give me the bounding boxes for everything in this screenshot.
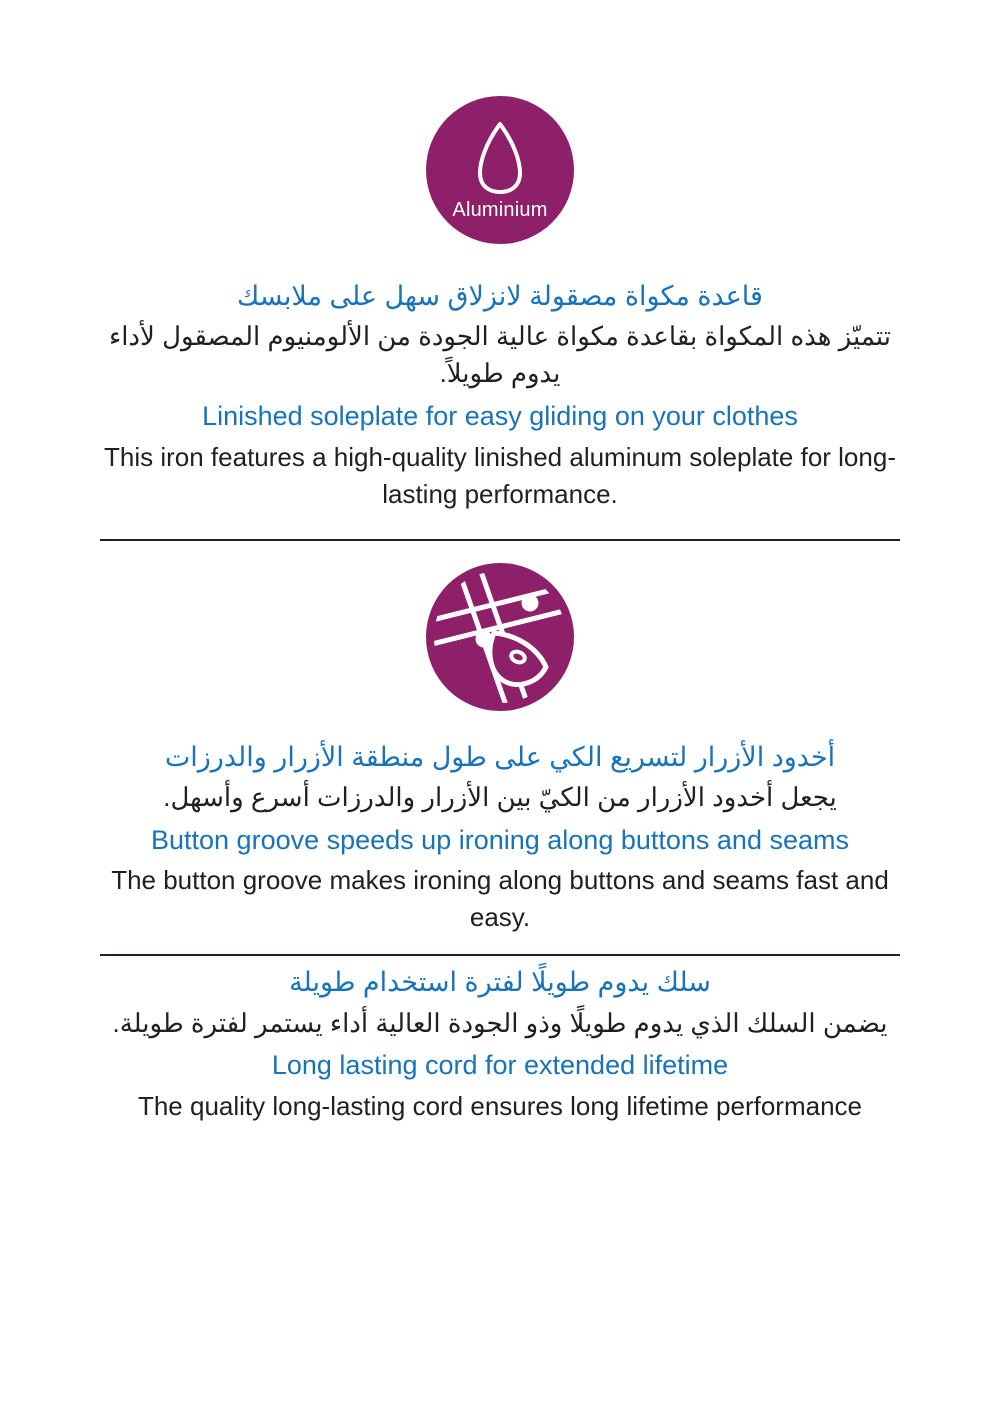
soleplate-icon-wrap <box>426 96 574 244</box>
body-english: This iron features a high-quality linished aluminum soleplate for long-lasting performance. <box>104 441 896 509</box>
body-english: The button groove makes ironing along buttons and seams fast and easy. <box>111 865 889 933</box>
feature-block-button-groove <box>100 541 900 937</box>
body-arabic: تتميّز هذه المكواة بقاعدة مكواة عالية الجودة من الألومنيوم المصقول لأداء يدوم طويلاً. <box>108 321 892 389</box>
heading-english: Button groove speeds up ironing along buttons and seams <box>151 824 849 855</box>
button-groove-icon <box>426 563 574 711</box>
button-groove-icon-wrap <box>426 563 574 711</box>
heading-arabic: سلك يدوم طويلًا لفترة استخدام طويلة <box>289 967 711 998</box>
heading-arabic: قاعدة مكواة مصقولة لانزلاق سهل على ملابسك <box>237 281 763 311</box>
heading-english: Linished soleplate for easy gliding on your clothes <box>202 401 798 432</box>
feature-block-cord <box>100 956 900 1125</box>
body-arabic: يضمن السلك الذي يدوم طويلًا وذو الجودة العالية أداء يستمر لفترة طويلة. <box>112 1007 888 1038</box>
body-english: The quality long-lasting cord ensures long lifetime performance <box>137 1090 863 1121</box>
badge-label-aluminium: Aluminium <box>452 198 548 221</box>
heading-arabic: أخدود الأزرار لتسريع الكي على طول منطقة الأزرار والدرزات <box>164 741 836 772</box>
cord-text-block <box>100 964 900 1125</box>
button-groove-text-block <box>100 739 900 937</box>
heading-english: Long lasting cord for extended lifetime <box>271 1050 729 1081</box>
soleplate-iron-icon <box>426 96 574 244</box>
feature-block-soleplate <box>100 0 900 513</box>
body-arabic: يجعل أخدود الأزرار من الكيّ بين الأزرار والدرزات أسرع وأسهل. <box>163 781 837 812</box>
soleplate-text-block <box>100 278 900 513</box>
